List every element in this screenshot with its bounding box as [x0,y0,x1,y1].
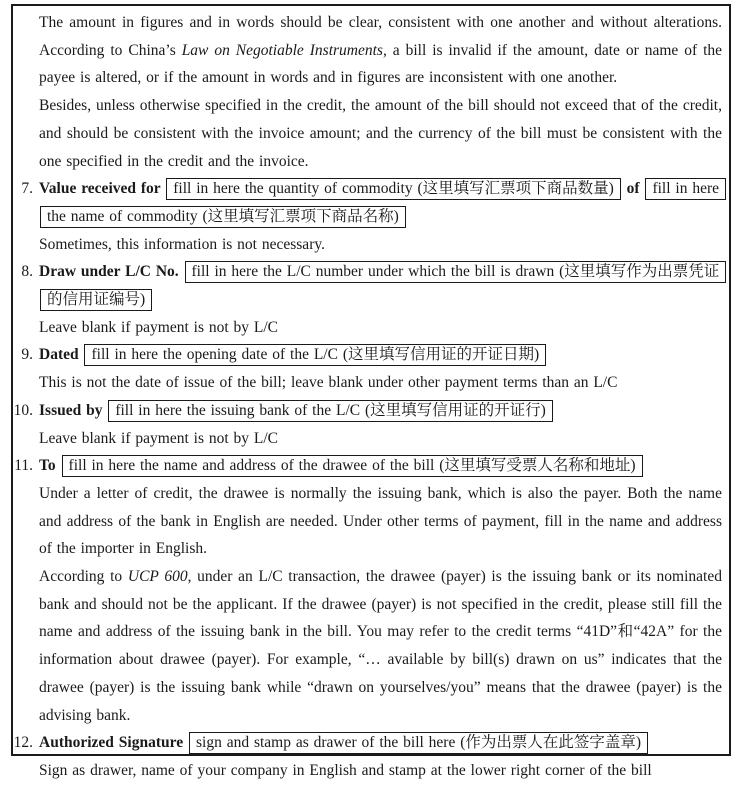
item-number: 7. [21,180,33,198]
item-line [13,397,722,425]
fill-in-placeholder-box: fill in here the name and address of the drawee of the bill (这里填写受票人名称和地址) [62,455,643,477]
text-run: To [39,457,61,475]
item-number: 10. [13,401,33,419]
item-number: 12. [13,734,33,752]
numbered-item-7 [21,175,722,258]
text-run: Sometimes, this information is not necessary. [39,235,325,253]
fill-in-placeholder-box: fill in here the L/C number under which the bill is drawn (这里填写作为出票凭证的信用证编号) [40,261,726,311]
text-run: Dated [39,346,84,364]
item-line-content [39,734,649,751]
text-run: Leave blank if payment is not by L/C [39,429,279,447]
intro-paragraph-2 [39,92,722,175]
item-number: 8. [21,263,33,281]
text-run: Draw under L/C No. [39,263,184,281]
text-run: Besides, unless otherwise specified in the credit, the amount of the bill should not exceed that of the credit, and should be consistent with the invoice amount; and the currency of the bill must be consistent with the one specified in the credit and the invoice. [39,97,722,170]
numbered-item-8 [21,258,722,341]
fill-in-placeholder-box: fill in here the opening date of the L/C (这里填写信用证的开证日期) [84,344,546,366]
text-run: , under an L/C transaction, the drawee (payer) is the issuing bank or its nominated bank and should not be the applicant. If the drawee (payer) is not specified in the credit, please still fill the name and address of the issuing bank in the bill. You may refer to the credit terms “41D”和“42A” for the information about drawee (payer). For example, “… available by bill(s) drawn on us” indicates that the drawee (payer) is the issuing bank while “drawn on yourselves/you” means that the drawee (payer) is the advising bank. [39,568,722,724]
text-run: According to [39,568,128,586]
item-line [13,729,722,757]
document-page [11,4,731,779]
item-line-content [39,457,644,474]
text-run: Value received for [39,180,166,198]
item-note [39,369,722,397]
item-line-content [39,180,727,225]
item-line-content [39,263,727,308]
fill-in-placeholder-box: fill in here the quantity of commodity (这里填写汇票项下商品数量) [166,178,621,200]
item-line [21,175,722,230]
text-run: Leave blank if payment is not by L/C [39,318,279,336]
text-run: This is not the date of issue of the bill; leave blank under other payment terms than an L/C [39,374,618,392]
fill-in-placeholder-box: fill in here the name of commodity (这里填写汇票项下商品名称) [40,178,726,228]
numbered-item-10 [13,397,722,452]
text-run: , a bill is invalid if the amount, date or name of the payee is altered, or if the amount in words and in figures are inconsistent with one another. [39,41,723,87]
text-run: of [621,180,645,198]
fill-in-placeholder-box: sign and stamp as drawer of the bill here (作为出票人在此签字盖章) [189,732,648,754]
fill-in-placeholder-box: fill in here the issuing bank of the L/C (这里填写信用证的开证行) [108,400,552,422]
item-line-content [39,346,547,363]
numbered-item-11 [14,452,722,729]
numbered-item-12 [13,729,722,784]
item-number: 9. [21,346,33,364]
item-line [14,452,722,480]
text-run: Issued by [39,401,108,419]
item-note [39,563,722,729]
numbered-item-9 [21,341,722,396]
text-run: Sign as drawer, name of your company in English and stamp at the lower right corner of the bill [39,761,652,779]
text-run: Law on Negotiable Instruments [181,41,383,59]
item-number: 11. [14,457,33,475]
text-run: UCP 600 [127,568,188,586]
item-line [21,258,722,313]
item-note [39,425,722,453]
item-note [39,480,722,563]
item-line-content [39,402,554,419]
item-note [39,314,722,342]
item-line [21,341,722,369]
intro-paragraph-1 [39,9,722,92]
text-run: Authorized Signature [39,734,188,752]
text-run: The amount in figures and in words should be clear, consistent with one another and without alterations. According to China’s [39,14,722,59]
text-run: Under a letter of credit, the drawee is normally the issuing bank, which is also the payer. Both the name and address of the bank in English are needed. Under other terms of payment, fill in the name and address of the importer in English. [39,484,722,558]
item-note [39,231,722,259]
item-note [39,757,722,785]
